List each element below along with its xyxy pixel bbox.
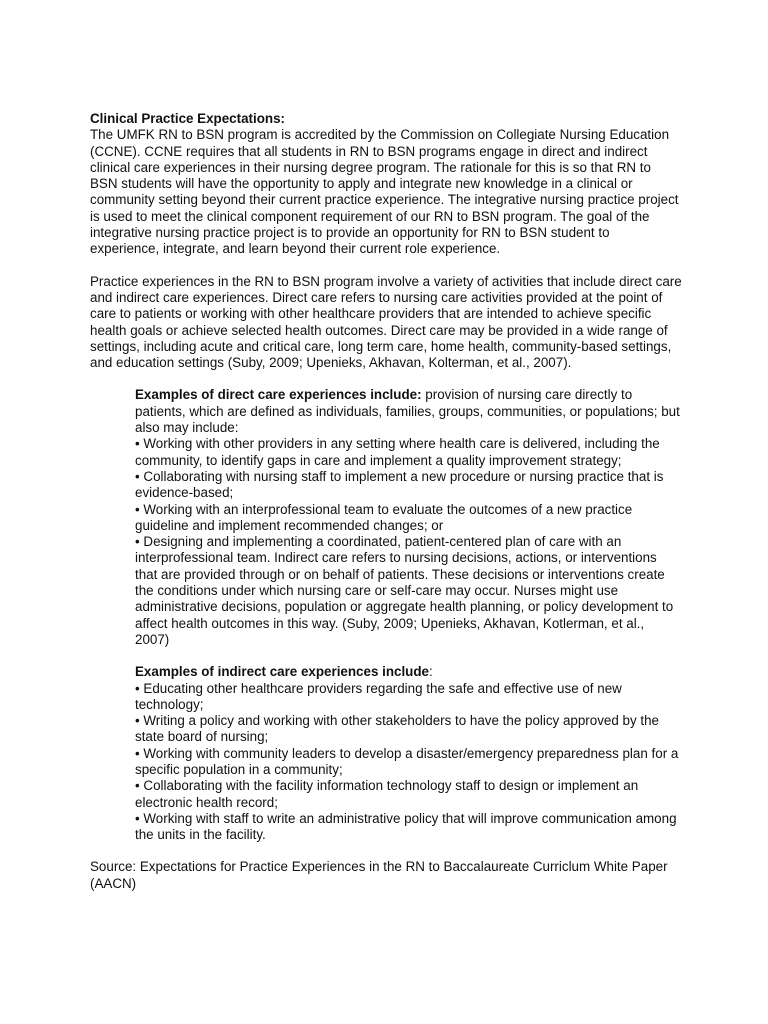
direct-care-section [135, 387, 682, 648]
spacer [90, 258, 682, 274]
spacer [90, 843, 682, 859]
indirect-care-colon: : [428, 664, 433, 680]
indirect-care-label: Examples of indirect care experiences include [135, 664, 429, 680]
direct-care-lead-text: provision of nursing care directly to patients, which are defined as individuals, families, groups, communities, or populations; but also may include: [135, 387, 680, 436]
intro-paragraph: The UMFK RN to BSN program is accredited by the Commission on Collegiate Nursing Education (CCNE). CCNE requires that all students in RN to BSN programs engage in direct and indirect clinical care experiences in their nursing degree program. The rationale for this is so that RN to BSN students will have the opportunity to apply and integrate new knowledge in a clinical or community setting beyond their current practice experience. The integrative nursing practice project is used to meet the clinical component requirement of our RN to BSN program. The goal of the integrative nursing practice project is to provide an opportunity for RN to BSN student to experience, integrate, and learn beyond their current role experience. [90, 127, 679, 257]
direct-care-item: • Working with other providers in any setting where health care is delivered, including the community, to identify gaps in care and implement a quality improvement strategy; [135, 436, 660, 468]
indirect-care-item: • Writing a policy and working with other stakeholders to have the policy approved by the state board of nursing; [135, 713, 659, 745]
indirect-care-item: • Educating other healthcare providers regarding the safe and effective use of new technology; [135, 680, 622, 712]
direct-care-intro [135, 387, 682, 436]
direct-care-item: • Designing and implementing a coordinated, patient-centered plan of care with an interprofessional team. Indirect care refers to nursing decisions, actions, or interventions that are provided through or on behalf of patients. These decisions or interventions create the conditions under which nursing care or self-care may occur. Nurses might use administrative decisions, population or aggregate health planning, or policy development to affect health outcomes in this way. (Suby, 2009; Upenieks, Akhavan, Kotlerman, et al., 2007) [135, 534, 674, 647]
spacer [90, 371, 682, 387]
source-citation: Source: Expectations for Practice Experiences in the RN to Baccalaureate Curriclum White Paper (AACN) [90, 859, 668, 891]
direct-care-colon: : [417, 387, 422, 403]
indirect-care-section [135, 664, 682, 843]
direct-care-label: Examples of direct care experiences include [135, 387, 418, 403]
document-page [90, 111, 682, 892]
indirect-care-intro [135, 664, 682, 680]
page-title: Clinical Practice Expectations: [90, 111, 285, 126]
spacer [90, 648, 682, 664]
indirect-care-item: • Working with community leaders to develop a disaster/emergency preparedness plan for a specific population in a community; [135, 745, 679, 777]
practice-paragraph: Practice experiences in the RN to BSN program involve a variety of activities that include direct care and indirect care experiences. Direct care refers to nursing care activities provided at the point of care to patients or working with other healthcare providers that are intended to achieve specific health goals or achieve selected health outcomes. Direct care may be provided in a wide range of settings, including acute and critical care, long term care, home health, community-based settings, and education settings (Suby, 2009; Upenieks, Akhavan, Kolterman, et al., 2007). [90, 273, 682, 371]
indirect-care-item: • Collaborating with the facility information technology staff to design or implement an electronic health record; [135, 778, 639, 810]
direct-care-item: • Working with an interprofessional team to evaluate the outcomes of a new practice guideline and implement recommended changes; or [135, 501, 633, 533]
indirect-care-item: • Working with staff to write an administrative policy that will improve communication among the units in the facility. [135, 810, 677, 843]
direct-care-item: • Collaborating with nursing staff to implement a new procedure or nursing practice that is evidence-based; [135, 468, 664, 501]
